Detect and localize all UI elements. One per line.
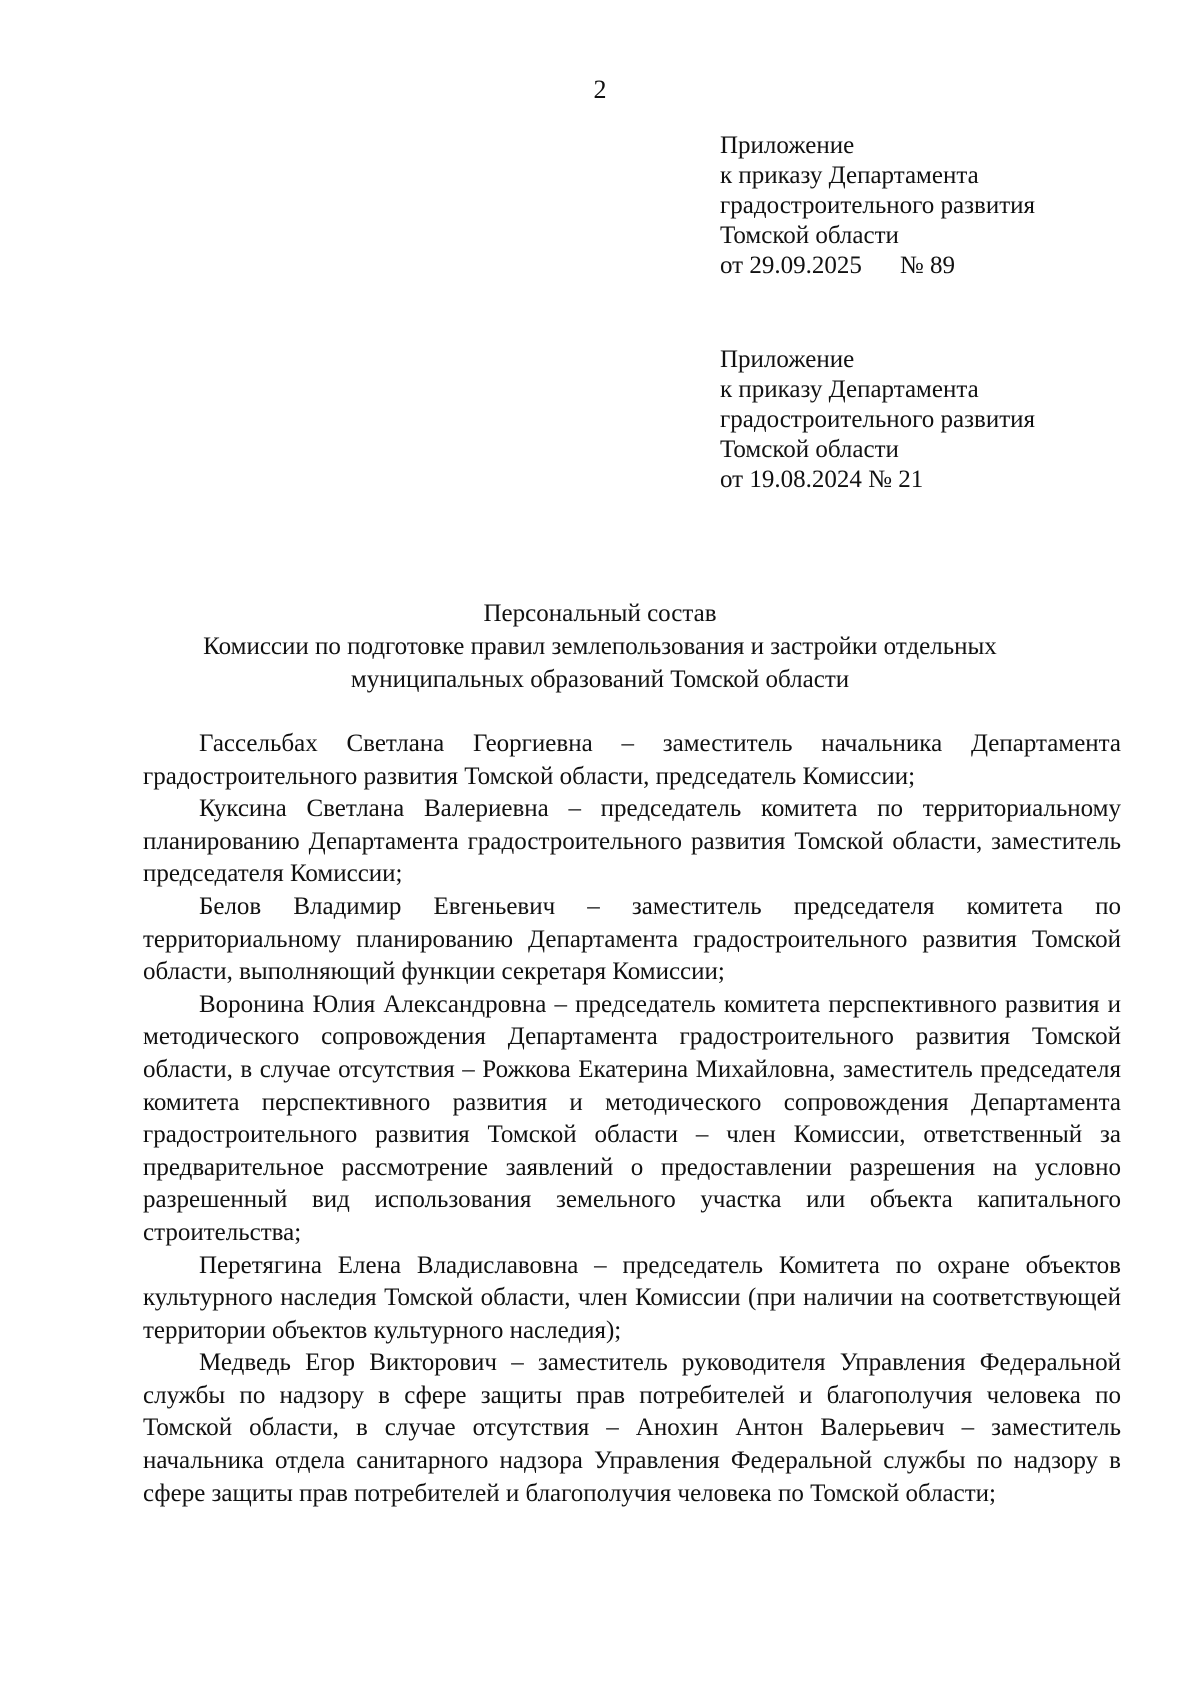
appendix-current-date-line [720, 251, 1140, 281]
member-paragraph: Гассельбах Светлана Георгиевна – заместитель начальника Департамента градостроительного развития Томской области, председатель Комиссии; [143, 730, 1121, 790]
appendix-previous-line: от 19.08.2024 № 21 [720, 466, 924, 493]
appendix-current-date: от 29.09.2025 [720, 252, 862, 279]
appendix-previous-line: к приказу Департамента [720, 376, 979, 403]
appendix-current [720, 131, 1140, 281]
document-title [0, 597, 1200, 696]
appendix-previous-line: Томской области [720, 436, 899, 463]
title-line: Персональный состав [483, 600, 717, 627]
appendix-previous-line: Приложение [720, 346, 855, 373]
member-paragraph: Воронина Юлия Александровна – председатель комитета перспективного развития и методического сопровождения Департамента градостроительного развития Томской области, в случае отсутствия – Рожкова Екатерина Михайловна, заместитель председателя комитета перспективного развития и методического сопровождения Департамента градостроительного развития Томской области – член Комиссии, ответственный за предварительное рассмотрение заявлений о предоставлении разрешения на условно разрешенный вид использования земельного участка или объекта капитального строительства; [143, 990, 1121, 1246]
appendix-previous-line: градостроительного развития [720, 406, 1036, 433]
member-paragraph: Перетягина Елена Владиславовна – председатель Комитета по охране объектов культурного наследия Томской области, член Комиссии (при наличии на соответствующей территории объектов культурного наследия); [143, 1251, 1121, 1344]
appendix-previous [720, 345, 1140, 495]
appendix-current-line: Томской области [720, 222, 899, 249]
member-paragraph: Медведь Егор Викторович – заместитель руководителя Управления Федеральной службы по надзору в сфере защиты прав потребителей и благополучия человека по Томской области, в случае отсутствия – Анохин Антон Валерьевич – заместитель начальника отдела санитарного надзора Управления Федеральной службы по надзору в сфере защиты прав потребителей и благополучия человека по Томской области; [143, 1349, 1121, 1507]
title-line: муниципальных образований Томской области [350, 666, 850, 693]
appendix-current-line: Приложение [720, 132, 855, 159]
appendix-current-line: градостроительного развития [720, 192, 1036, 219]
title-line: Комиссии по подготовке правил землепользования и застройки отдельных [203, 633, 997, 660]
page-number: 2 [593, 75, 607, 104]
member-paragraph: Куксина Светлана Валериевна – председатель комитета по территориальному планированию Департамента градостроительного развития Томской области, заместитель председателя Комиссии; [143, 795, 1121, 888]
member-paragraph: Белов Владимир Евгеньевич – заместитель председателя комитета по территориальному планированию Департамента градостроительного развития Томской области, выполняющий функции секретаря Комиссии; [143, 892, 1121, 986]
appendix-current-number: № 89 [899, 252, 955, 279]
appendix-current-line: к приказу Департамента [720, 162, 979, 189]
members-list [143, 728, 1121, 1510]
